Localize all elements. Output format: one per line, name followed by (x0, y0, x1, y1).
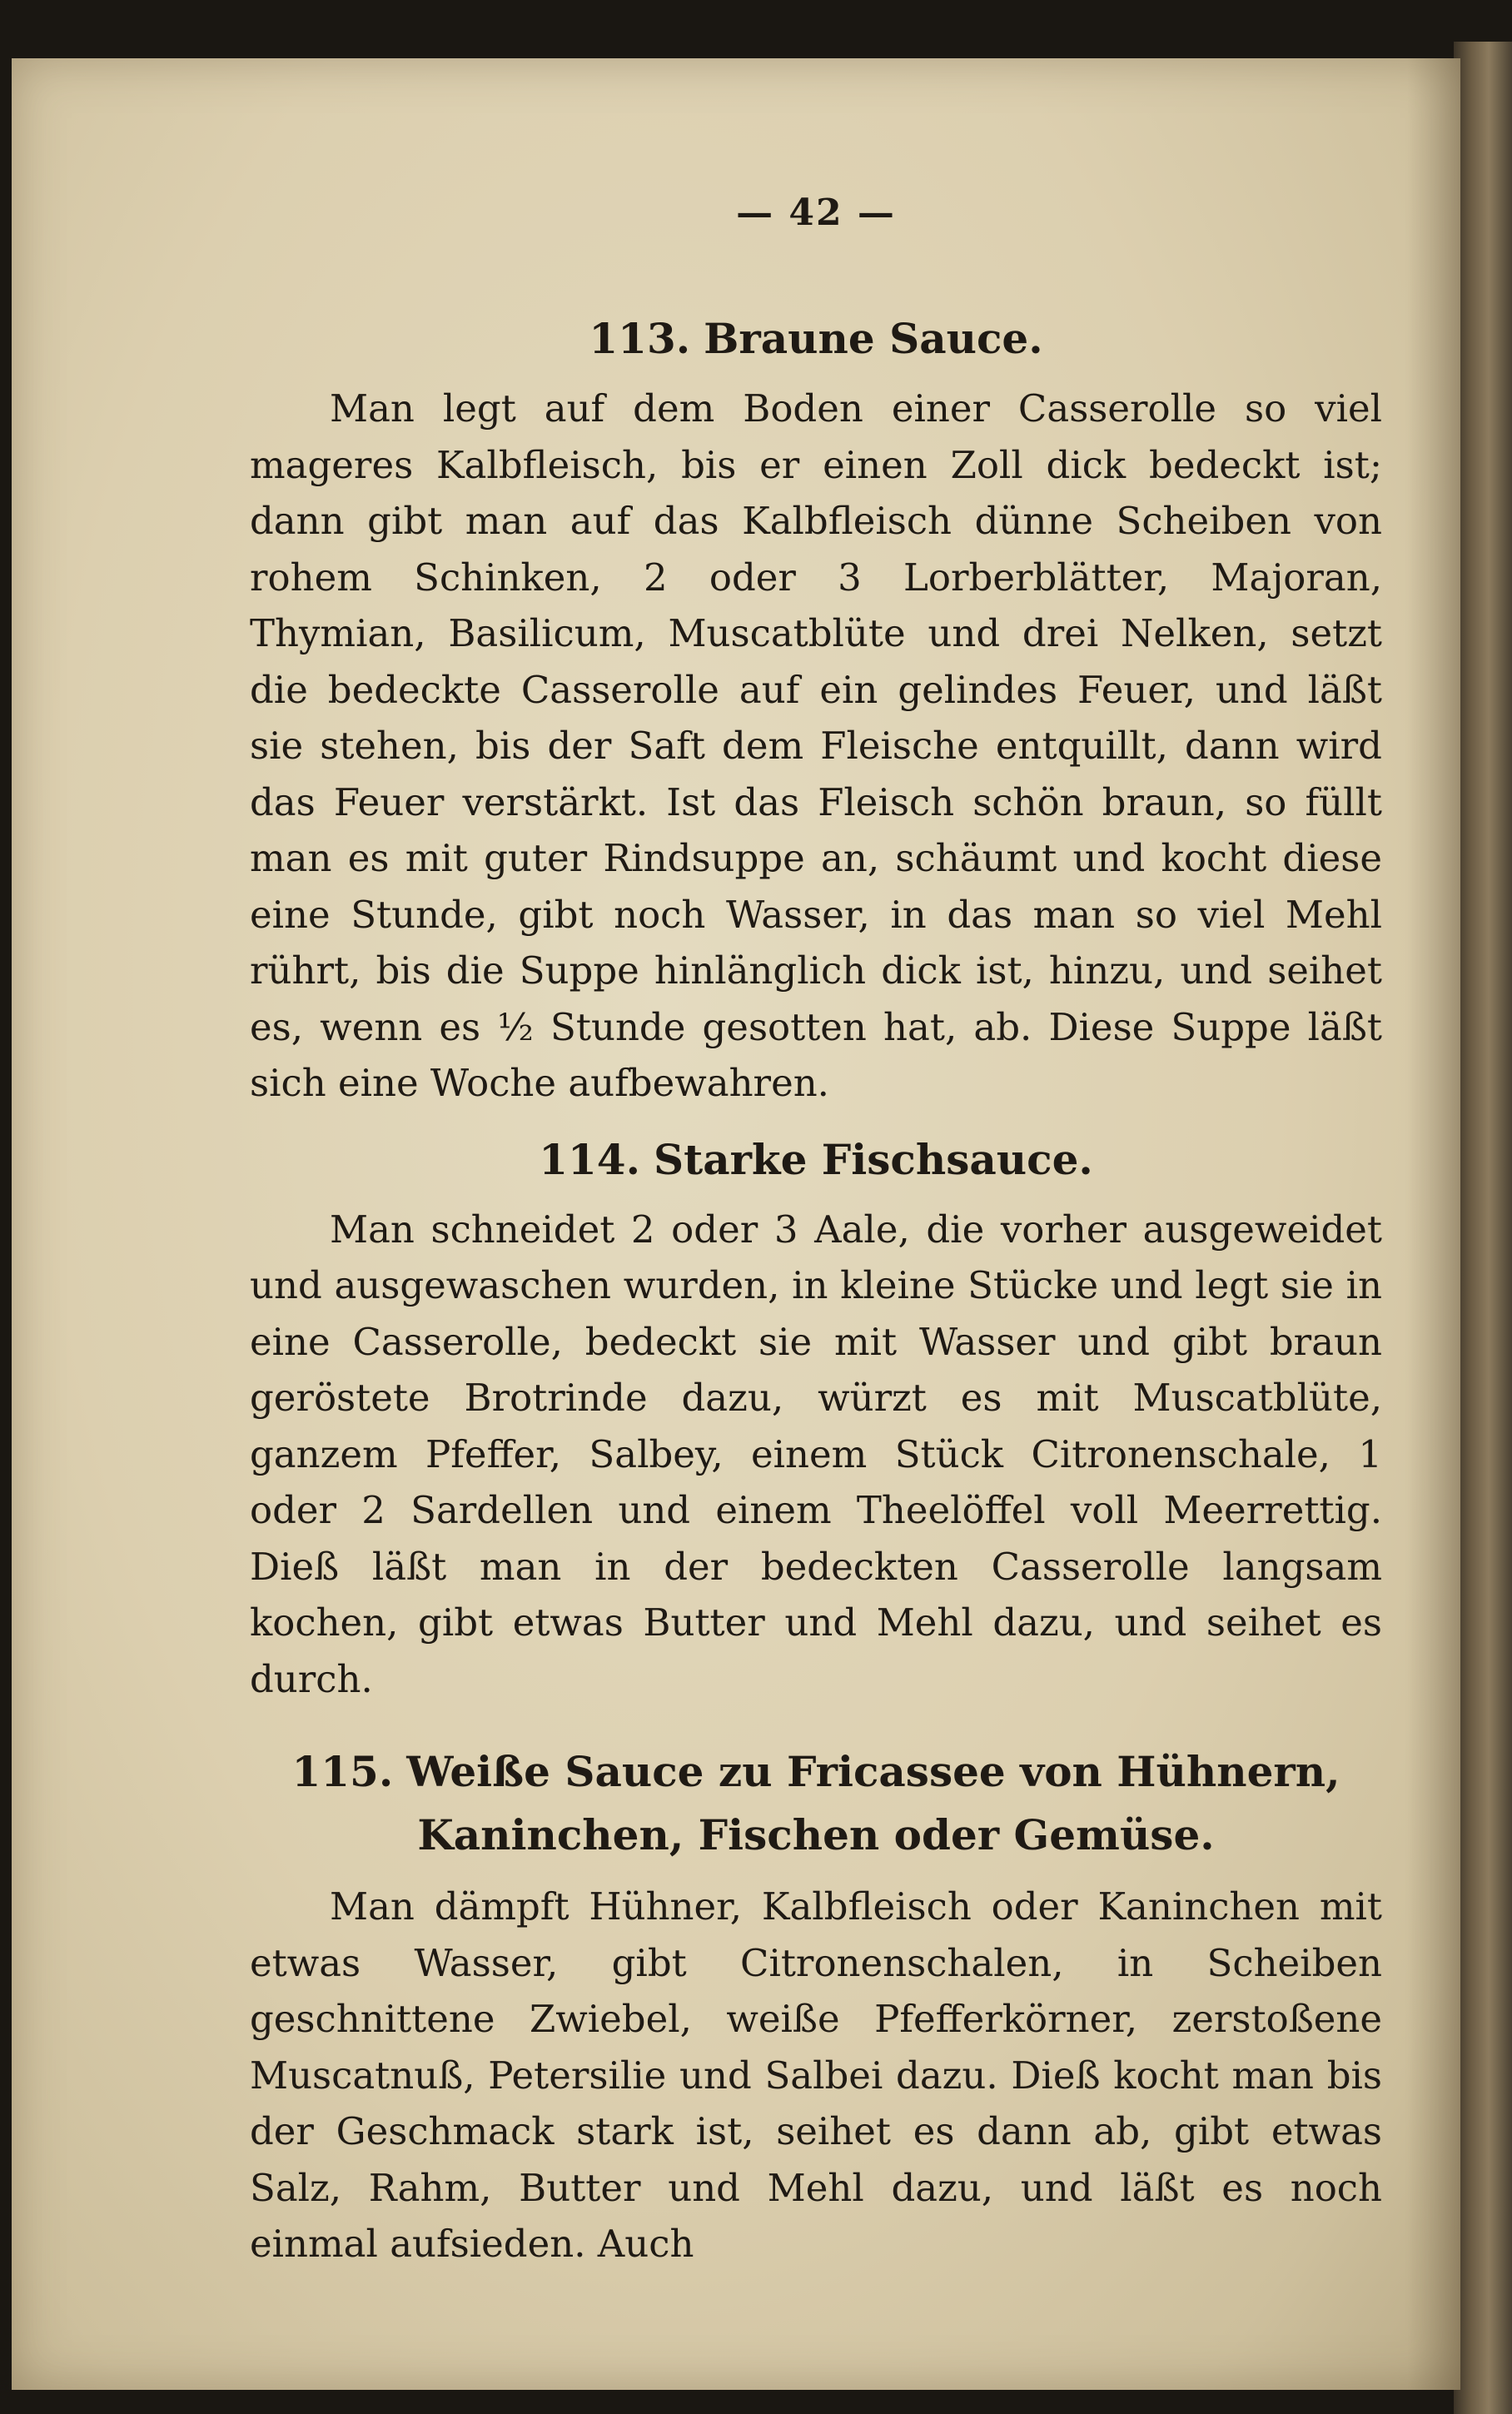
page-number: — 42 — (736, 192, 896, 234)
recipe-115-title-line-2: Kaninchen, Fischen oder Gemüse. (417, 1810, 1215, 1859)
page-shadow (1407, 58, 1460, 2390)
recipe-115-number: 115. (291, 1747, 394, 1796)
recipe-115-text: Man dämpft Hühner, Kalbfleisch oder Kaninchen mit etwas Wasser, gibt Citronenschalen, in Scheiben geschnittene Zwiebel, weiße Pfefferkörner, zerstoßene Muscatnuß, Petersilie und Salbei dazu. Dieß kocht man bis der Geschmack stark ist, seihet es dann ab, gibt etwas Salz, Rahm, Butter und Mehl dazu, und läßt es noch einmal aufsieden. Auch (250, 1884, 1382, 2266)
recipe-115-title-line-1 (250, 1740, 1382, 1804)
recipe-113-number: 113. (589, 314, 691, 363)
recipe-114-title: Starke Fischsauce. (653, 1134, 1093, 1184)
book-edge (1454, 42, 1512, 2414)
recipe-113-title: Braune Sauce. (704, 314, 1043, 363)
recipe-115-heading (250, 1740, 1382, 1867)
recipe-114-number: 114. (539, 1134, 640, 1184)
page-content (250, 192, 1382, 2291)
recipe-114-text: Man schneidet 2 oder 3 Aale, die vorher ausgeweidet und ausgewaschen wurden, in kleine Stücke und legt sie in eine Casserolle, bedeckt sie mit Wasser und gibt braun geröstete Brotrinde dazu, würzt es mit Muscatblüte, ganzem Pfeffer, Salbey, einem Stück Citronenschale, 1 oder 2 Sardellen und einem Theelöffel voll Meerrettig. Dieß läßt man in der bedeckten Casserolle langsam kochen, gibt etwas Butter und Mehl dazu, und seihet es durch. (250, 1207, 1382, 1701)
recipe-113-heading (250, 309, 1382, 369)
recipe-113-text: Man legt auf dem Boden einer Casserolle so viel mageres Kalbfleisch, bis er einen Zoll dick bedeckt ist; dann gibt man auf das Kalbfleisch dünne Scheiben von rohem Schinken, 2 oder 3 Lorberblätter, Majoran, Thymian, Basilicum, Muscatblüte und drei Nelken, setzt die bedeckte Casserolle auf ein gelindes Feuer, und läßt sie stehen, bis der Saft dem Fleische entquillt, dann wird das Feuer verstärkt. Ist das Fleisch schön braun, so füllt man es mit guter Rindsuppe an, schäumt und kocht diese eine Stunde, gibt noch Wasser, in das man so viel Mehl rührt, bis die Suppe hinlänglich dick ist, hinzu, und seihet es, wenn es ½ Stunde gesotten hat, ab. Diese Suppe läßt sich eine Woche aufbewahren. (250, 386, 1382, 1105)
recipe-114-heading (250, 1130, 1382, 1190)
recipe-115-title-part-1: Weiße Sauce zu Fricassee von Hühnern, (406, 1747, 1340, 1796)
